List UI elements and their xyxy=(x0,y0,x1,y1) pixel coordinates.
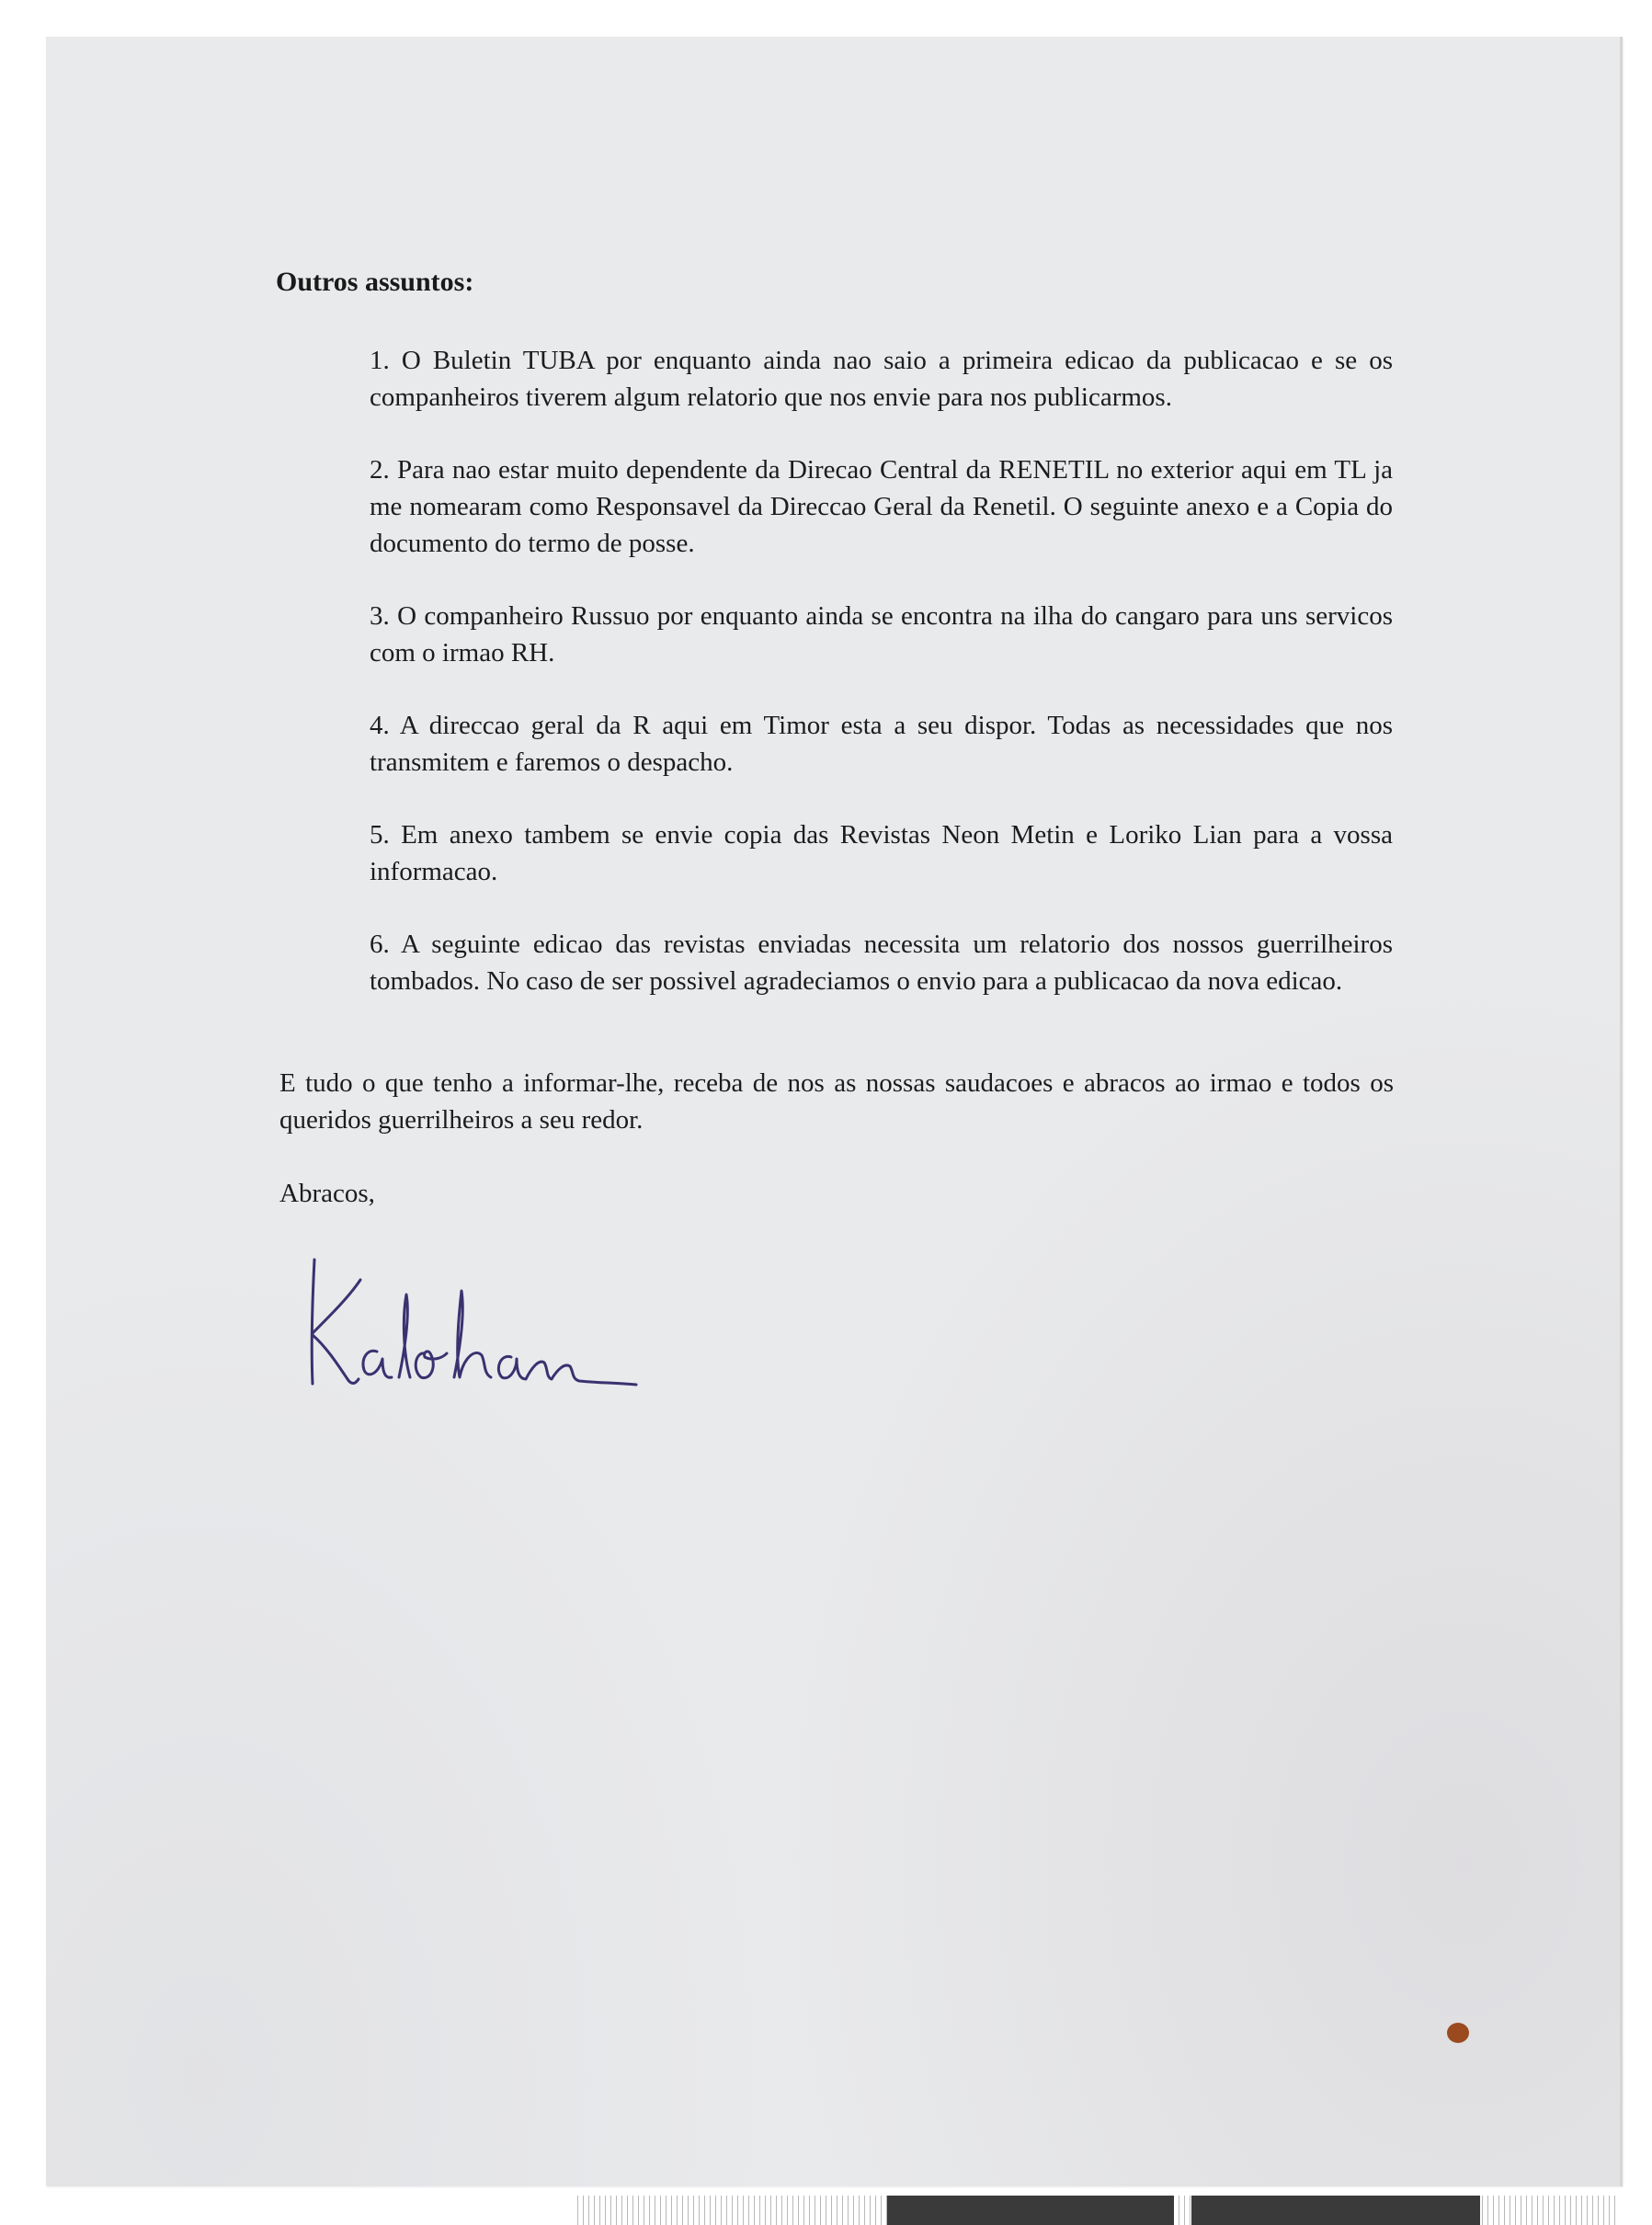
rust-stain xyxy=(1447,2023,1469,2043)
list-item: 2. Para nao estar muito dependente da Direcao Central da RENETIL no exterior aqui em TL ja me nomearam como Responsavel da Direccao Geral da Renetil. O seguinte anexo e a Copia do documento do termo de posse. xyxy=(370,455,1393,558)
handwritten-signature xyxy=(303,1250,653,1398)
closing-paragraph: E tudo o que tenho a informar-lhe, receba de nos as nossas saudacoes e abracos ao irmao e todos os queridos guerrilheiros a seu redor. xyxy=(279,1068,1394,1135)
list-item: 6. A seguinte edicao das revistas enviadas necessita um relatorio dos nossos guerrilheiros tombados. No caso de ser possivel agradeciamos o envio para a publicacao da nova edicao. xyxy=(370,930,1393,996)
item-list xyxy=(370,342,1393,1035)
scale-bar-segment xyxy=(1191,2196,1480,2225)
section-heading: Outros assuntos: xyxy=(276,267,474,297)
list-item: 4. A direccao geral da R aqui em Timor esta a seu dispor. Todas as necessidades que nos transmitem e faremos o despacho. xyxy=(370,711,1393,777)
list-item: 3. O companheiro Russuo por enquanto ainda se encontra na ilha do cangaro para uns servicos com o irmao RH. xyxy=(370,601,1393,668)
list-item: 5. Em anexo tambem se envie copia das Revistas Neon Metin e Loriko Lian para a vossa informacao. xyxy=(370,820,1393,886)
list-item: 1. O Buletin TUBA por enquanto ainda nao saio a primeira edicao da publicacao e se os companheiros tiverem algum relatorio que nos envie para nos publicarmos. xyxy=(370,346,1393,412)
sign-off: Abracos, xyxy=(279,1179,375,1208)
scale-bar-segment xyxy=(887,2196,1174,2225)
